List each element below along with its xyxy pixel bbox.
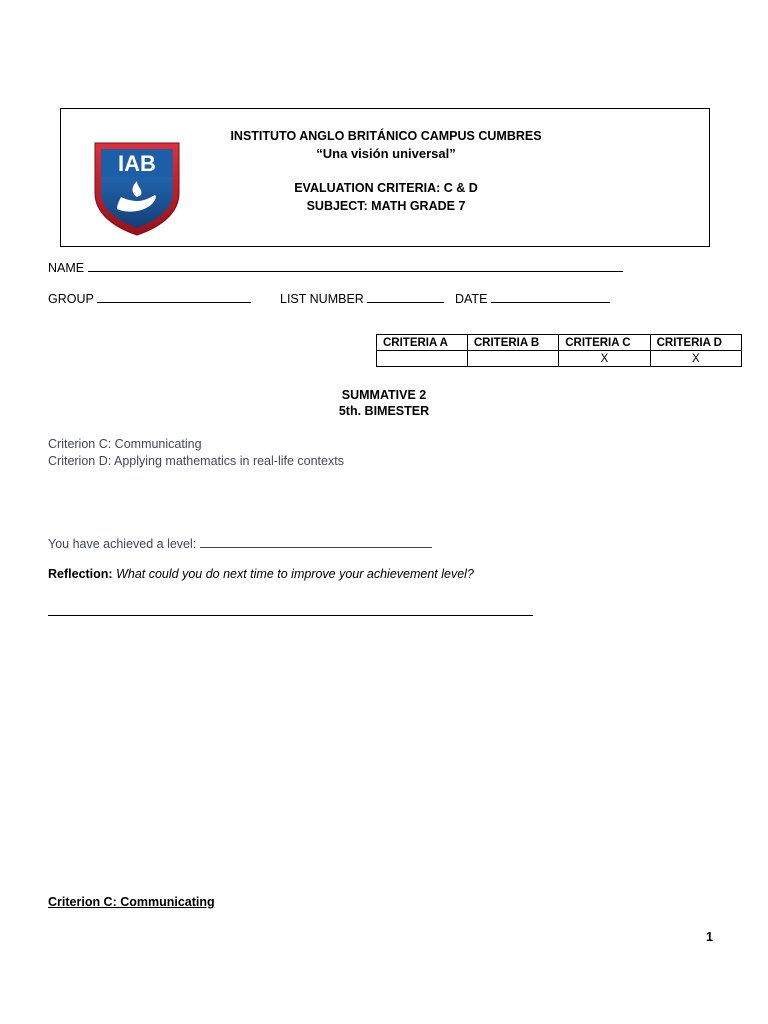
reflection-question: What could you do next time to improve your achievement level?: [116, 567, 474, 581]
criteria-marks-row: [377, 351, 742, 367]
reflection-prompt: [48, 567, 474, 581]
date-field: [455, 290, 610, 306]
header-box: [60, 108, 710, 247]
list-number-field: [280, 290, 444, 306]
summative-period: 5th. BIMESTER: [338, 404, 430, 418]
date-blank[interactable]: [491, 290, 610, 303]
date-label: DATE: [455, 292, 488, 306]
criteria-table: [376, 334, 742, 367]
reflection-label: Reflection:: [48, 567, 113, 581]
subject-title: SUBJECT: MATH GRADE 7: [306, 199, 466, 213]
name-label: NAME: [48, 261, 85, 275]
evaluation-criteria-title: EVALUATION CRITERIA: C & D: [294, 181, 478, 195]
criteria-mark-cell: X: [559, 351, 650, 367]
institution-title: INSTITUTO ANGLO BRITÁNICO CAMPUS CUMBRES: [230, 129, 542, 143]
criteria-header-cell: CRITERIA C: [559, 335, 650, 351]
achievement-blank[interactable]: [200, 535, 432, 548]
name-blank[interactable]: [88, 259, 623, 272]
summative-title: SUMMATIVE 2: [341, 388, 427, 402]
group-blank[interactable]: [97, 290, 251, 303]
criterion-c-item: Criterion C: Communicating: [48, 437, 202, 451]
criteria-header-row: [377, 335, 742, 351]
list-number-label: LIST NUMBER: [280, 292, 364, 306]
achievement-field: [48, 535, 432, 551]
criteria-mark-cell: [377, 351, 468, 367]
criteria-header-cell: CRITERIA A: [377, 335, 468, 351]
criteria-mark-cell: X: [650, 351, 741, 367]
achievement-label: You have achieved a level:: [48, 537, 197, 551]
criteria-mark-cell: [467, 351, 558, 367]
institution-slogan: “Una visión universal”: [316, 146, 456, 161]
criteria-header-cell: CRITERIA B: [467, 335, 558, 351]
name-field: [48, 259, 623, 275]
list-number-blank[interactable]: [367, 290, 444, 303]
svg-text:IAB: IAB: [118, 151, 156, 176]
section-heading: Criterion C: Communicating: [48, 895, 215, 909]
reflection-answer-line[interactable]: [48, 615, 533, 616]
criterion-d-item: Criterion D: Applying mathematics in real-life contexts: [48, 454, 344, 468]
group-label: GROUP: [48, 292, 94, 306]
criteria-header-cell: CRITERIA D: [650, 335, 741, 351]
page-number: 1: [706, 930, 713, 944]
group-field: [48, 290, 251, 306]
